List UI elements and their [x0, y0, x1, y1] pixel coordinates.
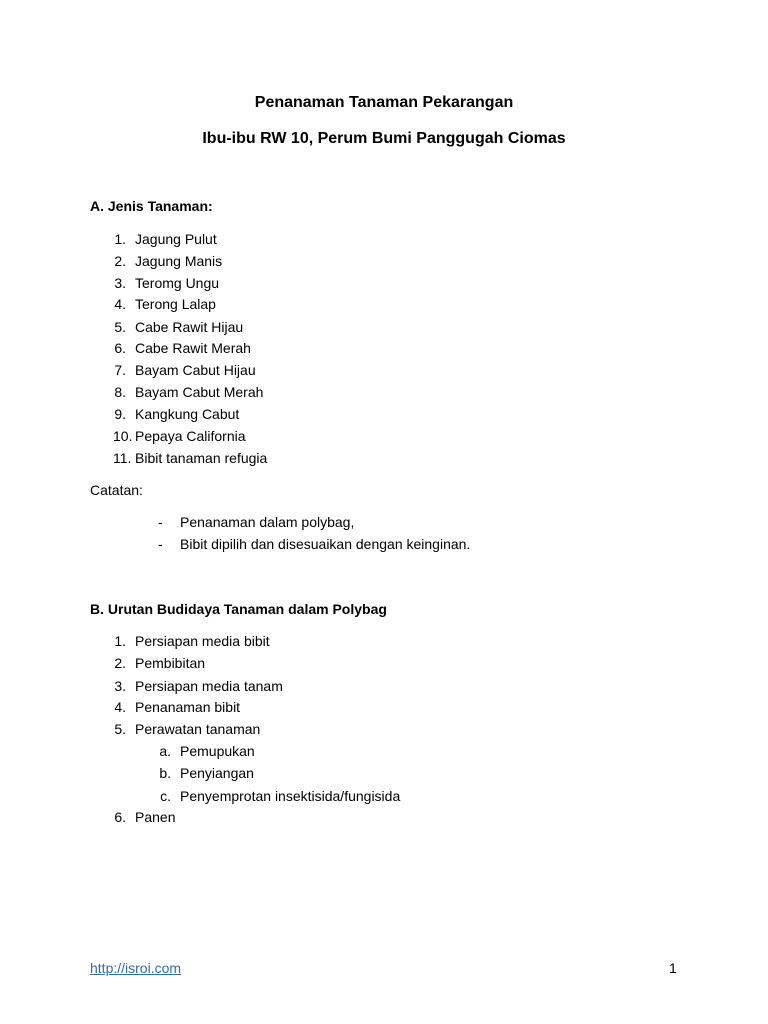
page-number: 1	[669, 960, 677, 976]
list-item-label: Perawatan tanaman	[135, 721, 261, 737]
list-item-label: Bibit dipilih dan disesuaikan dengan keinginan.	[180, 536, 471, 552]
footer-link[interactable]: http://isroi.com	[90, 960, 182, 976]
list-item-label: Penanaman bibit	[135, 699, 241, 715]
list-item-number: 2.	[114, 655, 126, 671]
list-item-label: Bayam Cabut Hijau	[135, 362, 256, 378]
list-item-label: Cabe Rawit Hijau	[135, 319, 244, 335]
list-item-label: Terong Lalap	[135, 296, 216, 312]
bullet-dash: -	[158, 514, 163, 530]
list-item-number: 11.	[113, 450, 132, 466]
list-item-number: 5.	[114, 721, 126, 737]
list-item-number: 1.	[114, 231, 126, 247]
bullet-dash: -	[158, 536, 163, 552]
sub-list-item-letter: c.	[160, 788, 171, 804]
list-item-label: Jagung Manis	[135, 253, 223, 269]
list-item-number: 2.	[114, 253, 126, 269]
list-item-number: 3.	[114, 678, 126, 694]
section-b-heading: B. Urutan Budidaya Tanaman dalam Polybag	[90, 601, 387, 617]
list-item-number: 5.	[114, 319, 126, 335]
list-item-label: Pembibitan	[135, 655, 206, 671]
list-item-label: Panen	[135, 809, 176, 825]
list-item-number: 9.	[114, 406, 126, 422]
list-item-number: 10.	[113, 428, 133, 444]
list-item-label: Persiapan media tanam	[135, 678, 283, 694]
list-item-label: Jagung Pulut	[135, 231, 217, 247]
list-item-number: 8.	[114, 384, 126, 400]
notes-label: Catatan:	[90, 482, 143, 498]
section-a-heading: A. Jenis Tanaman:	[90, 198, 213, 214]
document-subtitle: Ibu-ibu RW 10, Perum Bumi Panggugah Ciomas	[202, 130, 566, 147]
list-item-number: 7.	[114, 362, 126, 378]
sub-list-item-label: Penyiangan	[180, 765, 254, 781]
list-item-label: Kangkung Cabut	[135, 406, 240, 422]
list-item-number: 3.	[114, 275, 126, 291]
list-item-label: Cabe Rawit Merah	[135, 340, 251, 356]
list-item-label: Teromg Ungu	[135, 275, 220, 291]
list-item-number: 6.	[114, 809, 126, 825]
list-item-label: Pepaya California	[135, 428, 246, 444]
sub-list-item-letter: b.	[159, 765, 171, 781]
sub-list-item-label: Penyemprotan insektisida/fungisida	[180, 788, 401, 804]
sub-list-item-label: Pemupukan	[180, 743, 255, 759]
list-item-number: 4.	[114, 296, 126, 312]
list-item-label: Penanaman dalam polybag,	[180, 514, 355, 530]
list-item-label: Persiapan media bibit	[135, 633, 270, 649]
list-item-number: 1.	[114, 633, 126, 649]
list-item-label: Bibit tanaman refugia	[135, 450, 268, 466]
sub-list-item-letter: a.	[159, 743, 171, 759]
list-item-label: Bayam Cabut Merah	[135, 384, 264, 400]
document-title: Penanaman Tanaman Pekarangan	[254, 94, 514, 111]
list-item-number: 6.	[114, 340, 126, 356]
list-item-number: 4.	[114, 699, 126, 715]
